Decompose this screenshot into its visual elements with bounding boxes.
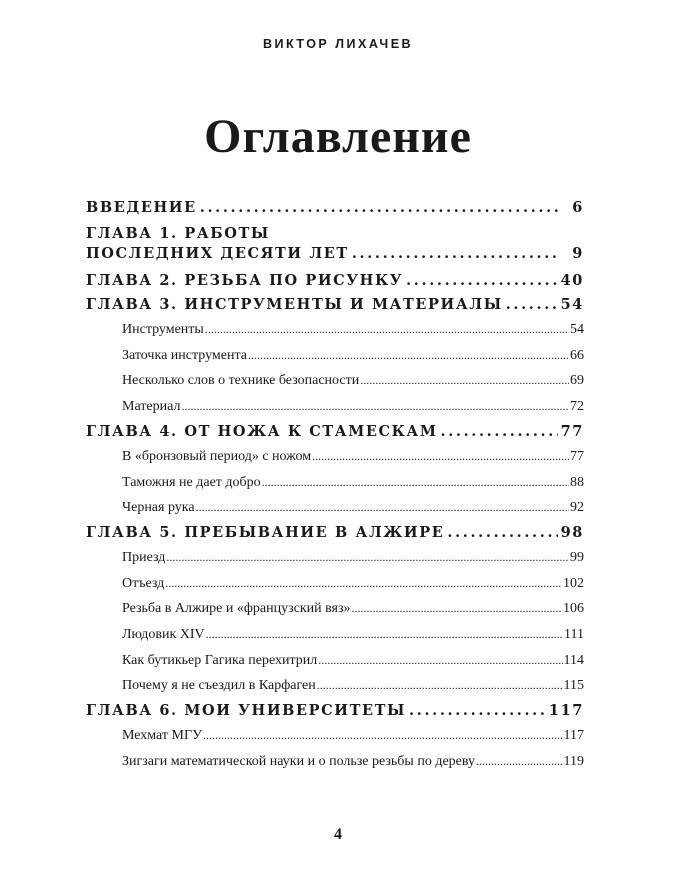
toc-entry-page: 40 — [560, 272, 584, 289]
leader-dots — [317, 673, 563, 699]
leader-dots — [205, 317, 569, 343]
toc-entry-page: 9 — [572, 245, 584, 262]
page-number: 4 — [334, 826, 342, 843]
toc-subentry-page: 114 — [563, 652, 584, 668]
leader-dots — [203, 723, 563, 749]
leader-dots — [165, 571, 562, 597]
toc-entry-page: 54 — [560, 296, 584, 313]
toc-subentry-page: 72 — [570, 399, 584, 415]
page-title: Оглавление — [204, 110, 472, 163]
toc-subentry-page: 106 — [563, 601, 584, 617]
toc-subentry[interactable] — [86, 444, 584, 470]
toc-subentry-label: Людовик XIV — [122, 627, 205, 643]
leader-dots — [318, 648, 562, 674]
toc-subentry[interactable] — [86, 394, 584, 420]
toc-entry-chapter-3[interactable] — [86, 293, 584, 317]
toc-subentry-page: 54 — [570, 322, 584, 337]
leader-dots — [506, 293, 558, 317]
toc-subentry-label: Инструменты — [122, 322, 204, 337]
leader-dots — [441, 420, 558, 444]
toc-subentry-page: 92 — [570, 500, 584, 516]
toc-subentry[interactable] — [86, 368, 584, 394]
toc-subentry-label: Таможня не дает добро — [122, 474, 261, 490]
toc-entry-label: ГЛАВА 4. ОТ НОЖА К СТАМЕСКАМ — [86, 422, 438, 440]
leader-dots — [206, 622, 563, 648]
toc-subentry-page: 117 — [563, 728, 584, 744]
leader-dots — [447, 521, 557, 545]
toc-subentry-label: Черная рука — [122, 500, 195, 516]
toc-subentry[interactable] — [86, 495, 584, 521]
toc-entry-intro[interactable] — [86, 196, 584, 220]
toc-entry-chapter-6[interactable] — [86, 699, 584, 723]
toc-subentry-label: Приезд — [122, 549, 166, 565]
leader-dots — [476, 749, 563, 775]
table-of-contents — [86, 196, 584, 775]
toc-subentry[interactable] — [86, 596, 584, 622]
toc-subentry-page: 69 — [570, 373, 584, 389]
leader-dots — [166, 545, 569, 571]
leader-dots — [406, 269, 558, 293]
toc-subentry[interactable] — [86, 343, 584, 369]
toc-subentry-label: В «бронзовый период» с ножом — [122, 448, 312, 464]
toc-subentry-page: 77 — [570, 448, 584, 464]
toc-entry-page: 77 — [560, 422, 584, 440]
leader-dots — [409, 699, 546, 723]
toc-entry-page: 6 — [572, 199, 584, 216]
toc-subentry[interactable] — [86, 545, 584, 571]
toc-subentry[interactable] — [86, 673, 584, 699]
toc-entry-page: 98 — [560, 523, 584, 541]
running-head: ВИКТОР ЛИХАЧЕВ — [262, 37, 414, 51]
leader-dots — [352, 244, 559, 264]
leader-dots — [262, 470, 569, 496]
toc-subentry[interactable] — [86, 571, 584, 597]
toc-subentry[interactable] — [86, 749, 584, 775]
toc-subentry-page: 99 — [570, 549, 584, 565]
toc-entry-chapter-5[interactable] — [86, 521, 584, 545]
toc-entry-label: ГЛАВА 5. ПРЕБЫВАНИЕ В АЛЖИРЕ — [86, 523, 445, 541]
toc-entry-label: ГЛАВА 6. МОИ УНИВЕРСИТЕТЫ — [86, 702, 407, 720]
leader-dots — [248, 343, 569, 369]
toc-subentry[interactable] — [86, 648, 584, 674]
toc-subentry-label: Как бутикьер Гагика перехитрил — [122, 652, 318, 668]
toc-subentry-page: 115 — [563, 678, 584, 694]
leader-dots — [181, 394, 569, 420]
toc-subentry-label: Материал — [122, 399, 181, 415]
toc-subentry-label: Мехмат МГУ — [122, 728, 202, 744]
leader-dots — [200, 196, 559, 220]
toc-entry-label: ГЛАВА 3. ИНСТРУМЕНТЫ И МАТЕРИАЛЫ — [86, 296, 503, 313]
toc-subentry-label: Несколько слов о технике безопасности — [122, 373, 360, 389]
toc-subentry[interactable] — [86, 317, 584, 343]
toc-subentry-label: Почему я не съездил в Карфаген — [122, 678, 316, 694]
leader-dots — [352, 596, 562, 622]
toc-subentry-label: Заточка инструмента — [122, 347, 247, 363]
toc-subentry-page: 66 — [570, 347, 584, 363]
toc-subentry-label: Отъезд — [122, 575, 165, 591]
toc-subentry[interactable] — [86, 470, 584, 496]
toc-subentry[interactable] — [86, 622, 584, 648]
toc-subentry[interactable] — [86, 723, 584, 749]
toc-subentry-page: 88 — [570, 474, 584, 490]
toc-entry-label: ГЛАВА 2. РЕЗЬБА ПО РИСУНКУ — [86, 272, 404, 289]
leader-dots — [196, 495, 569, 521]
leader-dots — [312, 444, 569, 470]
leader-dots — [360, 368, 569, 394]
toc-entry-chapter-1[interactable] — [86, 224, 584, 264]
toc-entry-label-line2: ПОСЛЕДНИХ ДЕСЯТИ ЛЕТ — [86, 245, 349, 262]
toc-entry-chapter-2[interactable] — [86, 269, 584, 293]
toc-subentry-page: 111 — [564, 627, 584, 643]
toc-entry-label-line1: ГЛАВА 1. РАБОТЫ — [86, 225, 270, 242]
toc-subentry-page: 119 — [563, 753, 584, 769]
toc-subentry-page: 102 — [563, 575, 584, 591]
toc-subentry-label: Резьба в Алжире и «французский вяз» — [122, 601, 351, 617]
toc-subentry-label: Зигзаги математической науки и о пользе резьбы по дереву — [122, 753, 476, 769]
toc-entry-chapter-4[interactable] — [86, 420, 584, 444]
toc-entry-label: ВВЕДЕНИЕ — [86, 199, 197, 216]
toc-entry-page: 117 — [548, 702, 584, 720]
